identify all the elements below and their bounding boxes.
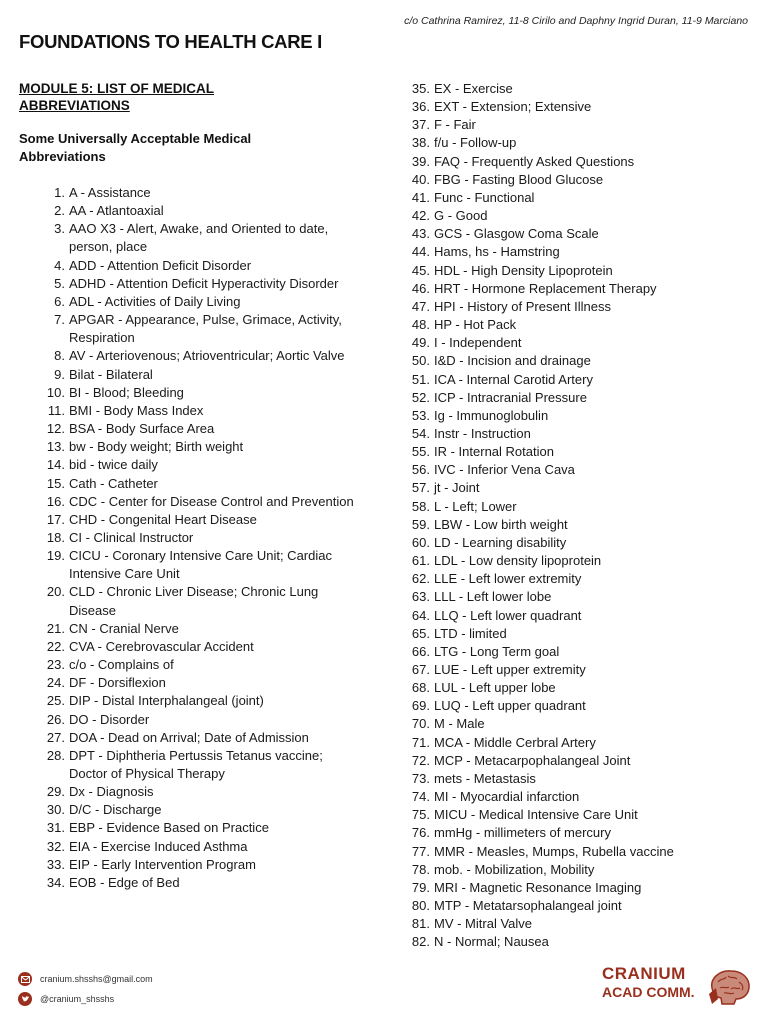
item-text: CDC - Center for Disease Control and Prevention <box>69 493 354 509</box>
item-number: 5. <box>54 275 65 291</box>
list-item <box>18 874 363 892</box>
item-text: LLL - Left lower lobe <box>434 589 552 605</box>
item-number: 65. <box>411 625 430 641</box>
list-item <box>18 402 363 420</box>
list-item <box>18 856 363 874</box>
item-number: 67. <box>411 662 430 677</box>
item-number: 4. <box>54 257 65 273</box>
list-item <box>404 479 754 497</box>
item-number: 12. <box>46 421 65 437</box>
list-item <box>404 770 754 788</box>
item-text: bid - twice daily <box>69 457 158 473</box>
item-number: 18. <box>46 529 65 545</box>
item-number: 24. <box>46 675 65 691</box>
item-number: 43. <box>411 226 430 242</box>
list-item <box>404 243 754 261</box>
list-item <box>404 98 754 116</box>
list-item <box>404 225 754 243</box>
item-text: AA - Atlantoaxial <box>69 203 164 219</box>
item-number: 1. <box>54 185 65 200</box>
item-number: 30. <box>46 802 65 818</box>
item-text: AV - Arteriovenous; Atrioventricular; Aortic Valve <box>69 348 345 364</box>
list-item <box>404 207 754 225</box>
list-item <box>404 134 754 152</box>
item-number: 56. <box>411 462 430 478</box>
item-number: 42. <box>411 208 430 224</box>
item-number: 82. <box>411 934 430 950</box>
list-item <box>404 262 754 280</box>
list-item <box>404 334 754 352</box>
item-text: f/u - Follow-up <box>434 135 517 151</box>
list-item <box>404 806 754 824</box>
list-item <box>18 747 363 783</box>
list-item <box>18 547 363 583</box>
item-number: 80. <box>411 898 430 914</box>
item-text: I - Independent <box>434 335 522 351</box>
section-subheading: Some Universally Acceptable Medical Abbreviations <box>19 131 252 164</box>
item-text: DOA - Dead on Arrival; Date of Admission <box>69 729 309 745</box>
item-number: 55. <box>411 444 430 460</box>
twitter-bird-icon <box>18 992 32 1006</box>
item-number: 58. <box>411 498 430 514</box>
list-item <box>18 692 363 710</box>
list-item <box>18 511 363 529</box>
item-number: 2. <box>54 203 65 219</box>
item-text: Bilat - Bilateral <box>69 366 153 382</box>
list-item <box>18 801 363 819</box>
item-text: BSA - Body Surface Area <box>69 421 215 437</box>
item-text: CICU - Coronary Intensive Care Unit; Cardiac Intensive Care Unit <box>69 548 332 582</box>
item-text: LLE - Left lower extremity <box>434 571 582 587</box>
item-text: LTD - limited <box>434 625 507 641</box>
item-number: 47. <box>411 298 430 314</box>
item-text: ADHD - Attention Deficit Hyperactivity Disorder <box>69 275 339 291</box>
item-text: Hams, hs - Hamstring <box>434 244 560 260</box>
list-item <box>18 220 363 256</box>
item-number: 14. <box>46 457 65 473</box>
item-text: DF - Dorsiflexion <box>69 675 166 691</box>
item-number: 60. <box>411 534 430 550</box>
item-number: 38. <box>411 135 430 151</box>
list-item <box>404 734 754 752</box>
page-title: FOUNDATIONS TO HEALTH CARE I <box>19 31 323 52</box>
list-item <box>18 366 363 384</box>
list-item <box>18 438 363 456</box>
item-number: 77. <box>411 843 430 859</box>
list-item <box>404 171 754 189</box>
list-item <box>404 371 754 389</box>
item-number: 53. <box>411 407 430 423</box>
item-number: 31. <box>46 820 65 836</box>
item-number: 25. <box>46 693 65 709</box>
brand-line-1: CRANIUM <box>602 964 686 983</box>
item-text: DO - Disorder <box>69 711 150 727</box>
item-number: 50. <box>411 353 430 369</box>
item-text: ICP - Intracranial Pressure <box>434 389 587 405</box>
item-text: LUE - Left upper extremity <box>434 662 586 677</box>
list-item <box>404 788 754 806</box>
item-text: LUL - Left upper lobe <box>434 680 556 696</box>
item-text: EIP - Early Intervention Program <box>69 856 256 872</box>
item-number: 15. <box>46 475 65 491</box>
item-text: HPI - History of Present Illness <box>434 298 611 314</box>
item-text: MV - Mitral Valve <box>434 916 532 932</box>
list-item <box>18 838 363 856</box>
list-item <box>404 298 754 316</box>
item-number: 37. <box>411 117 430 133</box>
list-item <box>404 752 754 770</box>
item-text: N - Normal; Nausea <box>434 934 549 950</box>
item-number: 40. <box>411 171 430 187</box>
item-number: 23. <box>46 657 65 673</box>
item-text: G - Good <box>434 208 488 224</box>
item-number: 41. <box>411 189 430 205</box>
item-number: 68. <box>411 680 430 696</box>
list-item <box>18 583 363 619</box>
item-text: D/C - Discharge <box>69 802 162 818</box>
item-number: 62. <box>411 571 430 587</box>
item-text: IR - Internal Rotation <box>434 444 554 460</box>
list-item <box>18 311 363 347</box>
list-item <box>404 661 754 679</box>
item-text: BI - Blood; Bleeding <box>69 384 184 400</box>
item-number: 20. <box>46 584 65 600</box>
brand-line-2: ACAD COMM. <box>602 984 695 1000</box>
item-text: AAO X3 - Alert, Awake, and Oriented to date, person, place <box>69 221 329 255</box>
list-item <box>18 493 363 511</box>
list-item <box>18 729 363 747</box>
item-text: GCS - Glasgow Coma Scale <box>434 226 599 242</box>
list-item <box>404 715 754 733</box>
list-item <box>18 620 363 638</box>
item-text: mmHg - millimeters of mercury <box>434 825 611 841</box>
item-number: 76. <box>411 825 430 841</box>
item-number: 17. <box>46 511 65 527</box>
item-number: 66. <box>411 643 430 659</box>
email-contact <box>18 970 153 988</box>
list-item <box>404 879 754 897</box>
twitter-handle[interactable]: @cranium_shsshs <box>40 994 115 1004</box>
item-text: EBP - Evidence Based on Practice <box>69 820 269 836</box>
item-number: 26. <box>46 711 65 727</box>
list-item <box>404 643 754 661</box>
abbreviation-list-left <box>18 184 363 892</box>
item-number: 16. <box>46 493 65 509</box>
item-number: 33. <box>46 856 65 872</box>
item-number: 48. <box>411 317 430 333</box>
list-item <box>18 202 363 220</box>
item-text: Ig - Immunoglobulin <box>434 407 549 423</box>
list-item <box>18 656 363 674</box>
item-text: FAQ - Frequently Asked Questions <box>434 153 635 169</box>
footer-contact <box>18 970 153 1010</box>
item-text: CI - Clinical Instructor <box>69 529 194 545</box>
item-number: 69. <box>411 698 430 714</box>
item-number: 27. <box>46 729 65 745</box>
item-number: 32. <box>46 838 65 854</box>
brain-skull-icon <box>706 968 752 1006</box>
item-text: c/o - Complains of <box>69 657 174 673</box>
item-text: Dx - Diagnosis <box>69 784 154 800</box>
list-item <box>18 674 363 692</box>
item-number: 6. <box>54 293 65 309</box>
list-item <box>404 189 754 207</box>
list-item <box>404 443 754 461</box>
item-number: 57. <box>411 480 430 496</box>
item-text: HRT - Hormone Replacement Therapy <box>434 280 657 296</box>
item-number: 46. <box>411 280 430 296</box>
item-text: HDL - High Density Lipoprotein <box>434 262 613 278</box>
item-text: MMR - Measles, Mumps, Rubella vaccine <box>434 843 674 859</box>
list-item <box>404 588 754 606</box>
item-number: 81. <box>411 916 430 932</box>
item-text: EXT - Extension; Extensive <box>434 99 592 115</box>
list-item <box>404 80 754 98</box>
item-number: 61. <box>411 553 430 569</box>
item-number: 45. <box>411 262 430 278</box>
credit-line: c/o Cathrina Ramirez, 11-8 Cirilo and Daphny Ingrid Duran, 11-9 Marciano <box>404 15 748 27</box>
item-text: I&D - Incision and drainage <box>434 353 591 369</box>
list-item <box>404 861 754 879</box>
item-text: LDL - Low density lipoprotein <box>434 553 602 569</box>
item-number: 70. <box>411 716 430 732</box>
item-text: bw - Body weight; Birth weight <box>69 439 244 455</box>
list-item <box>18 347 363 365</box>
item-text: MCA - Middle Cerbral Artery <box>434 734 596 750</box>
list-item <box>18 638 363 656</box>
item-number: 78. <box>411 861 430 877</box>
list-item <box>18 293 363 311</box>
item-number: 75. <box>411 807 430 823</box>
item-number: 34. <box>46 874 65 890</box>
item-text: CHD - Congenital Heart Disease <box>69 511 257 527</box>
item-number: 54. <box>411 425 430 441</box>
item-text: MICU - Medical Intensive Care Unit <box>434 807 638 823</box>
item-number: 59. <box>411 516 430 532</box>
item-number: 74. <box>411 789 430 805</box>
item-text: DPT - Diphtheria Pertussis Tetanus vaccine; Doctor of Physical Therapy <box>69 747 323 781</box>
item-text: APGAR - Appearance, Pulse, Grimace, Activity, Respiration <box>69 312 342 346</box>
list-item <box>404 461 754 479</box>
list-item <box>404 824 754 842</box>
module-title: MODULE 5: LIST OF MEDICAL ABBREVIATIONS <box>19 81 214 113</box>
list-item <box>404 607 754 625</box>
list-item <box>404 407 754 425</box>
abbreviation-list-right <box>404 80 754 952</box>
item-text: CN - Cranial Nerve <box>69 620 179 636</box>
item-number: 71. <box>411 734 430 750</box>
item-text: jt - Joint <box>434 480 480 496</box>
item-text: Cath - Catheter <box>69 475 158 491</box>
list-item <box>18 529 363 547</box>
twitter-contact <box>18 990 153 1008</box>
item-number: 39. <box>411 153 430 169</box>
item-text: EX - Exercise <box>434 81 513 96</box>
item-text: LTG - Long Term goal <box>434 643 560 659</box>
item-text: mob. - Mobilization, Mobility <box>434 861 595 877</box>
list-item <box>404 498 754 516</box>
list-item <box>18 420 363 438</box>
brand-name <box>602 966 695 1000</box>
item-number: 73. <box>411 770 430 786</box>
item-text: M - Male <box>434 716 485 732</box>
list-item <box>404 843 754 861</box>
list-item <box>404 697 754 715</box>
item-text: MTP - Metatarsophalangeal joint <box>434 898 622 914</box>
item-text: mets - Metastasis <box>434 770 536 786</box>
item-text: Instr - Instruction <box>434 425 531 441</box>
item-text: BMI - Body Mass Index <box>69 402 204 418</box>
item-number: 8. <box>54 348 65 364</box>
email-address[interactable]: cranium.shsshs@gmail.com <box>40 974 153 984</box>
item-number: 22. <box>46 638 65 654</box>
item-text: CVA - Cerebrovascular Accident <box>69 638 254 654</box>
list-item <box>18 456 363 474</box>
item-text: Func - Functional <box>434 189 535 205</box>
list-item <box>404 280 754 298</box>
list-item <box>18 475 363 493</box>
item-number: 29. <box>46 784 65 800</box>
item-text: HP - Hot Pack <box>434 317 517 333</box>
list-item <box>404 933 754 951</box>
item-number: 79. <box>411 879 430 895</box>
item-number: 64. <box>411 607 430 623</box>
list-item <box>404 116 754 134</box>
list-item <box>404 389 754 407</box>
item-text: MCP - Metacarpophalangeal Joint <box>434 752 631 768</box>
item-number: 63. <box>411 589 430 605</box>
list-item <box>18 257 363 275</box>
item-text: EIA - Exercise Induced Asthma <box>69 838 248 854</box>
list-item <box>404 625 754 643</box>
list-item <box>404 425 754 443</box>
item-text: ICA - Internal Carotid Artery <box>434 371 593 387</box>
item-number: 13. <box>46 439 65 455</box>
list-item <box>404 153 754 171</box>
list-item <box>18 184 363 202</box>
list-item <box>404 679 754 697</box>
item-text: LBW - Low birth weight <box>434 516 568 532</box>
item-number: 7. <box>54 312 65 328</box>
item-number: 11. <box>47 402 65 418</box>
item-text: LLQ - Left lower quadrant <box>434 607 582 623</box>
item-number: 28. <box>46 747 65 763</box>
list-item <box>18 819 363 837</box>
item-number: 10. <box>46 384 65 400</box>
item-number: 9. <box>54 366 65 382</box>
list-item <box>404 516 754 534</box>
item-text: F - Fair <box>434 117 476 133</box>
item-number: 36. <box>411 99 430 115</box>
brand-logo <box>602 966 752 1006</box>
item-text: DIP - Distal Interphalangeal (joint) <box>69 693 264 709</box>
item-text: MI - Myocardial infarction <box>434 789 580 805</box>
list-item <box>18 275 363 293</box>
list-item <box>404 534 754 552</box>
mail-icon <box>18 972 32 986</box>
item-text: EOB - Edge of Bed <box>69 874 180 890</box>
item-number: 49. <box>411 335 430 351</box>
list-item <box>404 897 754 915</box>
item-text: ADL - Activities of Daily Living <box>69 293 241 309</box>
list-item <box>404 316 754 334</box>
item-number: 3. <box>54 221 65 237</box>
item-number: 52. <box>411 389 430 405</box>
list-item <box>18 783 363 801</box>
item-text: LD - Learning disability <box>434 534 567 550</box>
item-text: MRI - Magnetic Resonance Imaging <box>434 879 642 895</box>
item-number: 19. <box>46 548 65 564</box>
item-number: 21. <box>46 620 65 636</box>
list-item <box>18 711 363 729</box>
item-text: FBG - Fasting Blood Glucose <box>434 171 604 187</box>
item-text: LUQ - Left upper quadrant <box>434 698 586 714</box>
list-item <box>404 570 754 588</box>
list-item <box>404 352 754 370</box>
item-text: ADD - Attention Deficit Disorder <box>69 257 252 273</box>
item-number: 72. <box>411 752 430 768</box>
item-text: A - Assistance <box>69 185 151 200</box>
item-text: IVC - Inferior Vena Cava <box>434 462 575 478</box>
list-item <box>404 552 754 570</box>
item-text: L - Left; Lower <box>434 498 517 514</box>
item-number: 51. <box>411 371 430 387</box>
item-number: 44. <box>411 244 430 260</box>
list-item <box>404 915 754 933</box>
list-item <box>18 384 363 402</box>
item-text: CLD - Chronic Liver Disease; Chronic Lung Disease <box>69 584 319 618</box>
item-number: 35. <box>411 81 430 96</box>
